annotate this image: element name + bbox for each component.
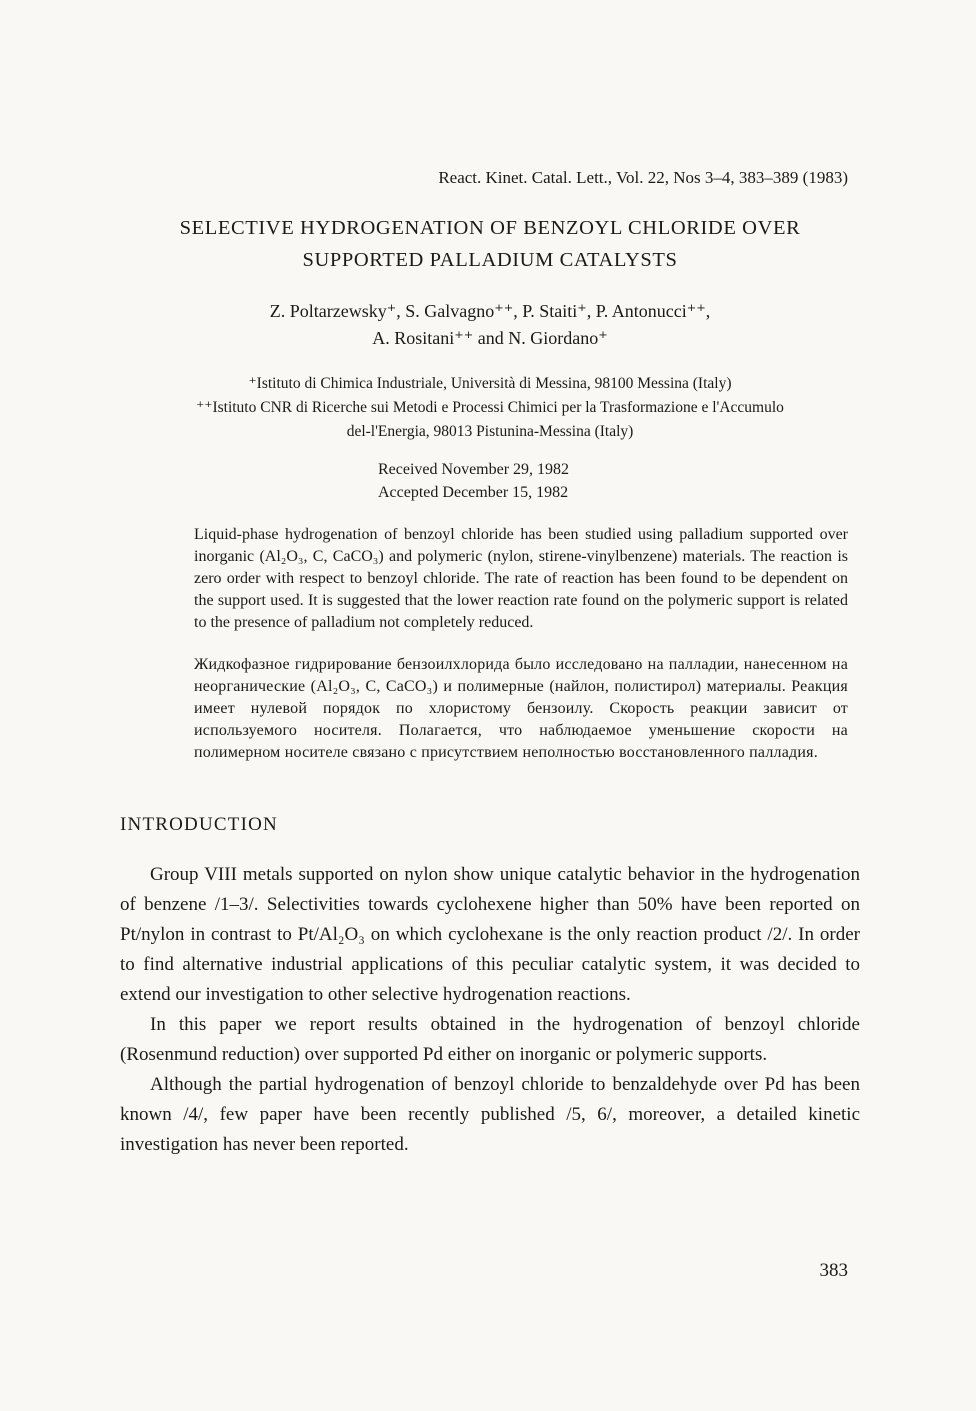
author-list: [120, 298, 860, 352]
section-heading-introduction: INTRODUCTION: [120, 814, 278, 835]
journal-header: React. Kinet. Catal. Lett., Vol. 22, Nos 3–4, 383–389 (1983): [438, 168, 848, 187]
abstract-english: Liquid-phase hydrogenation of benzoyl chloride has been studied using palladium supported over inorganic (Al₂O₃, C, CaCO₃) and polymeric (nylon, stirene-vinylbenzene) materials. The reaction is zero order with respect to benzoyl chloride. The rate of reaction has been found to be dependent on the support used. It is suggested that the lower reaction rate found on the polymeric support is related to the presence of palladium not completely reduced.: [194, 526, 848, 631]
introduction-paragraph-3: Although the partial hydrogenation of benzoyl chloride to benzaldehyde over Pd has been known /4/, few paper have been recently published /5, 6/, moreover, a detailed kinetic investigation has never been reported.: [120, 1074, 860, 1155]
submission-dates: [378, 458, 860, 504]
paper-title: [120, 212, 860, 276]
affiliation-line3: del-l'Energia, 98013 Pistunina-Messina (Italy): [346, 423, 634, 440]
affiliation-line2: ⁺⁺Istituto CNR di Ricerche sui Metodi e Processi Chimici per la Trasformazione e l'Accumulo: [196, 399, 784, 416]
author-list-line2: A. Rositani⁺⁺ and N. Giordano⁺: [372, 328, 608, 348]
page-number: 383: [819, 1260, 848, 1281]
paper-title-line2: SUPPORTED PALLADIUM CATALYSTS: [302, 249, 678, 271]
abstract-russian: Жидкофазное гидрирование бензоилхлорида было исследовано на палладии, нанесенном на неорганические (Al₂O₃, C, CaCO₃) и полимерные (найлон, полистирол) материалы. Реакция имеет нулевой порядок по хлористому бензоилу. Скорость реакции зависит от используемого носителя. Полагается, что наблюдаемое уменьшение скорости на полимерном носителе связано с присутствием неполностью восстановленного палладия.: [194, 656, 848, 761]
accepted-date: Accepted December 15, 1982: [378, 484, 569, 501]
introduction-paragraph-1: Group VIII metals supported on nylon show unique catalytic behavior in the hydrogenation of benzene /1–3/. Selectivities towards cyclohexene higher than 50% have been reported on Pt/nylon in contrast to Pt/Al₂O₃ on which cyclohexane is the only reaction product /2/. In order to find alternative industrial applications of this peculiar catalytic system, it was decided to extend our investigation to other selective hydrogenation reactions.: [120, 864, 860, 1005]
received-date: Received November 29, 1982: [378, 461, 570, 478]
introduction-paragraph-2: In this paper we report results obtained in the hydrogenation of benzoyl chloride (Rosenmund reduction) over supported Pd either on inorganic or polymeric supports.: [120, 1014, 860, 1065]
affiliation-line1: ⁺Istituto di Chimica Industriale, Università di Messina, 98100 Messina (Italy): [248, 375, 732, 392]
affiliations: [120, 372, 860, 444]
author-list-line1: Z. Poltarzewsky⁺, S. Galvagno⁺⁺, P. Staiti⁺, P. Antonucci⁺⁺,: [269, 301, 711, 321]
paper-title-line1: SELECTIVE HYDROGENATION OF BENZOYL CHLORIDE OVER: [179, 217, 801, 239]
